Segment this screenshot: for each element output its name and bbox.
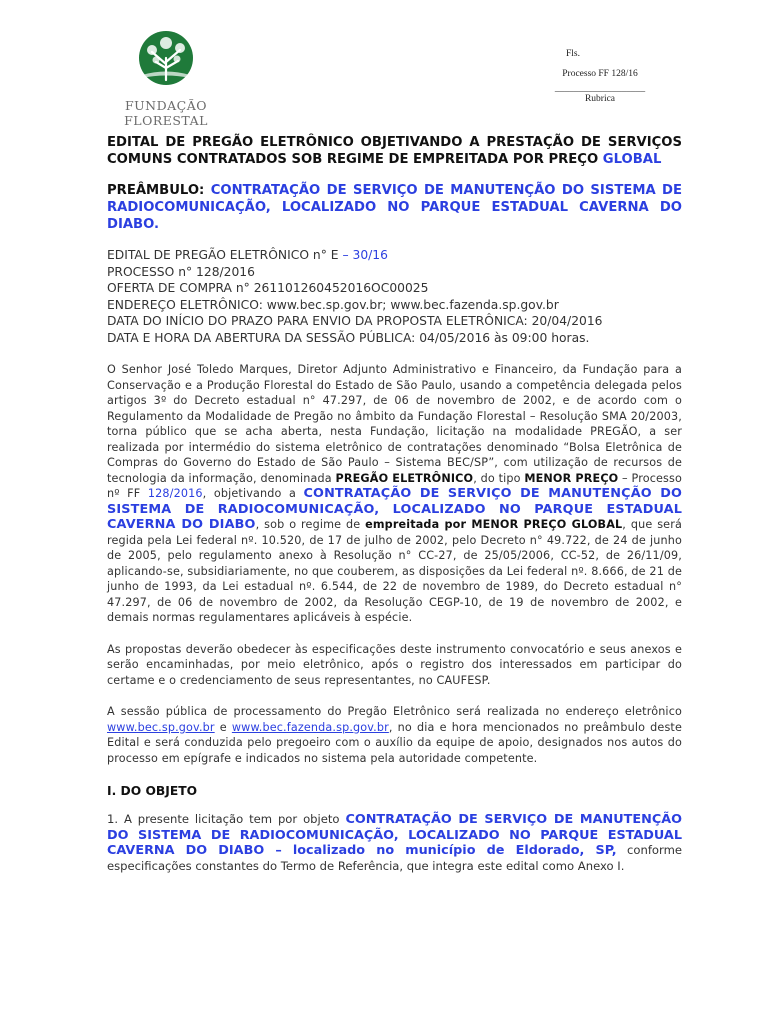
s1-text-2: conforme especificações constantes do Termo de Referência, que integra este edital como Anexo I. bbox=[107, 843, 682, 873]
paragraph-sessao bbox=[107, 704, 682, 766]
p1-bold-3: empreitada por MENOR PREÇO bbox=[365, 518, 567, 531]
endereco-line: ENDEREÇO ELETRÔNICO: www.bec.sp.gov.br; www.bec.fazenda.sp.gov.br bbox=[107, 297, 559, 312]
p3-text-1: A sessão pública de processamento do Pregão Eletrônico será realizada no endereço eletrônico bbox=[107, 705, 682, 718]
p1-text-4: , objetivando a bbox=[202, 487, 304, 500]
p1-text-5: , sob o regime de bbox=[255, 518, 366, 531]
org-name: FUNDAÇÃO FLORESTAL bbox=[124, 98, 208, 128]
fls-label: Fls. bbox=[566, 49, 580, 59]
process-number: Processo FF 128/16 bbox=[562, 69, 638, 79]
preamble bbox=[107, 182, 682, 233]
p1-text-1: O Senhor José Toledo Marques, Diretor Adjunto Administrativo e Financeiro, da Fundação para a Conservação e a Produção Florestal do Estado de São Paulo, usando a competência delegada pelos artigos 3º do Decreto estadual n° 47.297, de 06 de novembro de 2002, e de acordo com o Regulamento da Modalidade de Pregão no âmbito da Fundação Florestal – Resolução SMA 20/2003, torna público que se acha aberta, nesta Fundação, licitação na modalidade PREGÃO, a ser realizada por intermédio do sistema eletrônico de contratações denominado “Bolsa Eletrônica de Compras do Governo do Estado de São Paulo – Sistema BEC/SP”, com utilização de recursos de tecnologia da informação, denominada bbox=[107, 363, 682, 485]
p1-bold-1: PREGÃO ELETRÔNICO bbox=[335, 471, 474, 485]
data-abertura-line: DATA E HORA DA ABERTURA DA SESSÃO PÚBLICA: 04/05/2016 às 09:00 horas. bbox=[107, 330, 590, 345]
edital-label: EDITAL DE PREGÃO ELETRÔNICO n° E bbox=[107, 248, 343, 262]
p1-bold-4: GLOBAL bbox=[566, 518, 623, 531]
preamble-label: PREÂMBULO: bbox=[107, 183, 211, 198]
section-heading-objeto: I. DO OBJETO bbox=[107, 784, 198, 798]
edital-num: – 30/16 bbox=[342, 248, 388, 262]
p1-proc: 128/2016 bbox=[147, 487, 203, 500]
bec-fazenda-link[interactable]: www.bec.fazenda.sp.gov.br bbox=[231, 720, 389, 734]
p3-text-2: e bbox=[214, 720, 232, 734]
preamble-text: CONTRATAÇÃO DE SERVIÇO DE MANUTENÇÃO DO SISTEMA DE RADIOCOMUNICAÇÃO, LOCALIZADO NO PARQUE ESTADUAL CAVERNA DO DIABO. bbox=[107, 183, 682, 232]
document-body bbox=[107, 134, 682, 874]
oferta-line: OFERTA DE COMPRA n° 261101260452016OC00025 bbox=[107, 281, 429, 295]
section-objeto-text bbox=[107, 812, 682, 874]
s1-text-1: 1. A presente licitação tem por objeto bbox=[107, 812, 346, 826]
data-inicio-line: DATA DO INÍCIO DO PRAZO PARA ENVIO DA PROPOSTA ELETRÔNICA: 20/04/2016 bbox=[107, 314, 603, 328]
paragraph-propostas: As propostas deverão obedecer às especificações deste instrumento convocatório e seus anexos e serão encaminhadas, por meio eletrônico, após o registro dos interessados em participar do certame e o credenciamento de seus representantes, no CAUFESP. bbox=[107, 642, 682, 687]
signature-rule: ___________________ bbox=[554, 84, 646, 94]
p1-text-3: – Processo nº FF bbox=[107, 471, 682, 500]
process-stamp bbox=[540, 44, 660, 104]
title-text: EDITAL DE PREGÃO ELETRÔNICO OBJETIVANDO A PRESTAÇÃO DE SERVIÇOS COMUNS CONTRATADOS SOB REGIME DE EMPREITADA POR PREÇO bbox=[107, 135, 682, 167]
s1-object-2: – localizado no município de Eldorado, SP, bbox=[264, 843, 617, 858]
p1-text-2: , do tipo bbox=[473, 471, 525, 485]
title-global: GLOBAL bbox=[602, 152, 662, 167]
rubrica-label: Rubrica bbox=[584, 94, 616, 104]
document-title bbox=[107, 134, 682, 168]
p1-bold-2: MENOR PREÇO bbox=[524, 471, 619, 485]
paragraph-intro bbox=[107, 362, 682, 626]
edital-number bbox=[107, 247, 682, 264]
processo-line: PROCESSO n° 128/2016 bbox=[107, 264, 255, 279]
p3-text-3: , no dia e hora mencionados no preâmbulo deste Edital e será conduzida pelo pregoeiro com o auxílio da equipe de apoio, designados nos autos do processo em epígrafe e indicados no sistema pela autoridade competente. bbox=[107, 720, 682, 765]
p1-text-6: , que será regida pela Lei federal nº. 10.520, de 17 de julho de 2002, pelo Decreto n° 49.722, de 24 de junho de 2005, pelo regulamento anexo à Resolução n° CC-27, de 25/05/2006, CC-52, de 26/11/09, aplicando-se, subsidiariamente, no que couberem, as disposições da Lei federal nº. 8.666, de 21 de junho de 1993, da Lei estadual nº. 6.544, de 22 de novembro de 1989, do Decreto estadual n° 47.297, de 06 de novembro de 2002, da Resolução CEGP-10, de 19 de novembro de 2002, e demais normas regulamentares aplicáveis à espécie. bbox=[107, 518, 682, 624]
p1-object: CONTRATAÇÃO DE SERVIÇO DE MANUTENÇÃO DO SISTEMA DE RADIOCOMUNICAÇÃO, LOCALIZADO NO PARQUE ESTADUAL CAVERNA DO DIABO bbox=[107, 486, 682, 532]
bec-link[interactable]: www.bec.sp.gov.br bbox=[107, 720, 215, 734]
edital-metadata bbox=[107, 247, 682, 346]
s1-object: CONTRATAÇÃO DE SERVIÇO DE MANUTENÇÃO DO SISTEMA DE RADIOCOMUNICAÇÃO, LOCALIZADO NO PARQUE ESTADUAL CAVERNA DO DIABO bbox=[107, 812, 682, 858]
